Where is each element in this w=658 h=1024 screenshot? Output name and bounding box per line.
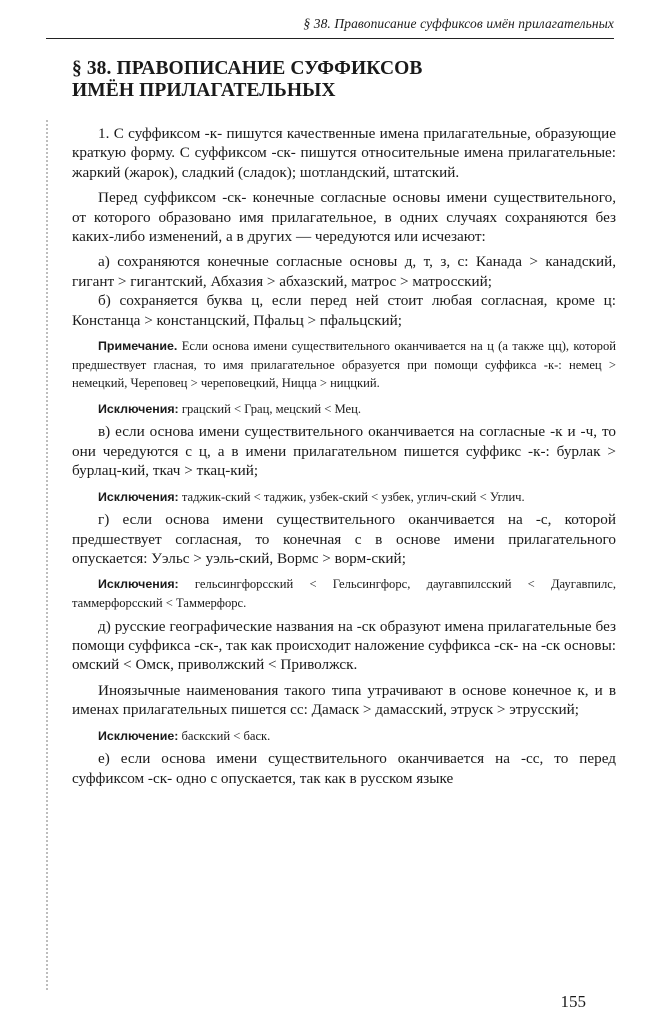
exceptions-1-text: грацский < Грац, мецский < Мец.: [178, 401, 362, 416]
paragraph-d: д) русские географические названия на -ск образуют имена прилагательные без помощи суффикса -ск-, так как происходит наложение суффикса -ск- на -ск основы: омский < Омск, приволжский < Приволжск.: [72, 617, 616, 674]
exceptions-1-label: Исключения:: [98, 401, 179, 416]
exceptions-1: [72, 400, 616, 419]
note-label: Примечание.: [98, 339, 178, 354]
page-number: 155: [560, 992, 586, 1011]
page-body: [72, 124, 616, 788]
section-title-line-1: § 38. ПРАВОПИСАНИЕ СУФФИКСОВ: [72, 58, 423, 79]
exception-4: [72, 727, 616, 746]
exceptions-3: [72, 575, 616, 612]
paragraph-foreign: Иноязычные наименования такого типа утрачивают в основе конечное к, и в именах прилагательных пишется сс: Дамаск > дамасский, этруск > этрусский;: [72, 681, 616, 719]
paragraph-b: б) сохраняется буква ц, если перед ней стоит любая согласная, кроме ц: Констанца > констанцский, Пфальц > пфальцский;: [72, 292, 616, 329]
paragraph-a: а) сохраняются конечные согласные основы д, т, з, с: Канада > канадский, гигант > гигантский, Абхазия > абхазский, матрос > матросский;: [72, 253, 616, 290]
note-primechanie: [72, 337, 616, 393]
exceptions-2-text: таджик-ский < таджик, узбек-ский < узбек, углич-ский < Углич.: [178, 489, 525, 504]
exceptions-3-text: гельсингфорсский < Гельсингфорс, даугавпилсский < Даугавпилс, таммерфорсский < Таммерфорс.: [72, 577, 616, 611]
running-head: § 38. Правописание суффиксов имён прилагательных: [303, 16, 614, 31]
note-text: Если основа имени существительного оканчивается на ц (а также цц), которой предшествует гласная, то имя прилагательное образуется при помощи суффикса -к-: немец > немецкий, Череповец > череповецкий, Ницца > ниццкий.: [72, 339, 616, 391]
margin-dotted-rule: [46, 120, 48, 990]
paragraph-e: е) если основа имени существительного оканчивается на -сс, то перед суффиксом -ск- одно с опускается, так как в русском языке: [72, 750, 616, 787]
section-title: [72, 58, 423, 102]
header-divider: [46, 38, 614, 39]
exception-4-text: баскский < баск.: [178, 728, 271, 743]
exceptions-3-label: Исключения:: [98, 577, 179, 592]
paragraph-2: Перед суффиксом -ск- конечные согласные основы имени существительного, от которого образовано имя прилагательное, в одних случаях сохраняются без каких-либо изменений, а в других — чередуются или исчезают:: [72, 189, 616, 246]
paragraph-v: в) если основа имени существительного оканчивается на согласные -к и -ч, то они чередуются с ц, а в имени прилагательном пишется суффикс -к-: бурлак > бурлац-кий, ткач > ткац-кий;: [72, 423, 616, 480]
paragraph-g: г) если основа имени существительного оканчивается на -с, которой предшествует согласная, то конечная с в основе имени прилагательного опускается: Уэльс > уэль-ский, Вормс > ворм-ский;: [72, 511, 616, 568]
section-title-line-2: ИМЁН ПРИЛАГАТЕЛЬНЫХ: [72, 80, 336, 101]
exceptions-2-label: Исключения:: [98, 489, 179, 504]
exceptions-2: [72, 488, 616, 507]
paragraph-1: 1. С суффиксом -к- пишутся качественные имена прилагательные, образующие краткую форму. С суффиксом -ск- пишутся относительные имена прилагательные: жаркий (жарок), сладкий (сладок); шотландский, штатский.: [72, 125, 616, 181]
exception-4-label: Исключение:: [98, 728, 179, 743]
